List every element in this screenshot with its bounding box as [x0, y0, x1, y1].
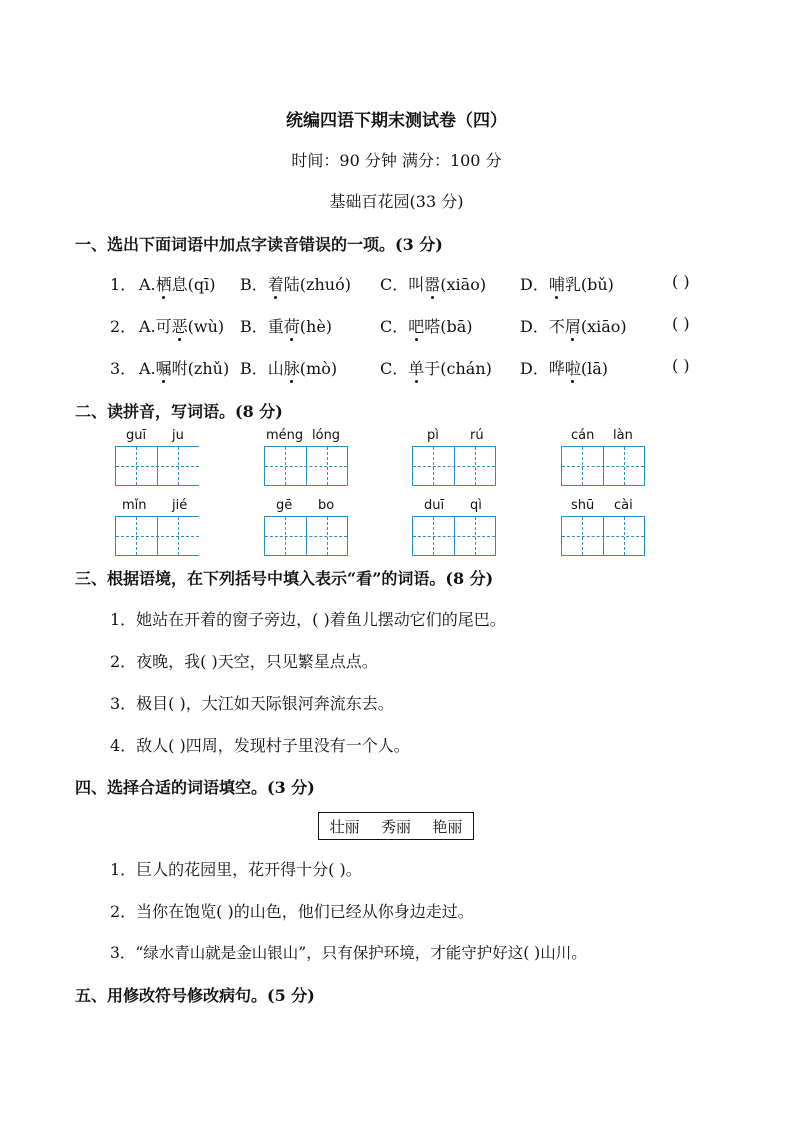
- pinyin: shū: [571, 498, 595, 513]
- pinyin: pì: [427, 428, 439, 443]
- pinyin: rú: [470, 428, 484, 443]
- option-a: A.可恶(wù): [139, 317, 225, 336]
- writing-grid[interactable]: [561, 516, 645, 556]
- writing-grid[interactable]: [412, 446, 496, 486]
- option-b: B．山脉(mò): [240, 359, 338, 378]
- pinyin: qì: [470, 498, 482, 513]
- pinyin: gē: [276, 498, 293, 513]
- option-d: D．哺乳(bǔ): [520, 275, 614, 294]
- fill-blank-line[interactable]: 1．巨人的花园里，花开得十分( )。: [110, 860, 362, 879]
- pinyin: ju: [172, 428, 184, 443]
- writing-grid[interactable]: [115, 516, 199, 556]
- option-c: C．吧嗒(bā): [380, 317, 473, 336]
- pinyin: bo: [318, 498, 335, 513]
- option-d: D．哗啦(lā): [520, 359, 608, 378]
- pinyin: méng: [266, 428, 304, 443]
- section4-heading: 四、选择合适的词语填空。(3 分): [75, 778, 315, 797]
- pinyin: cài: [614, 498, 633, 513]
- option-d: D．不屑(xiāo): [520, 317, 627, 336]
- writing-grid[interactable]: [412, 516, 496, 556]
- option-a: A.栖息(qī): [139, 275, 216, 294]
- option-c: C．叫嚣(xiāo): [380, 275, 487, 294]
- writing-grid[interactable]: [115, 446, 199, 486]
- fill-blank-line[interactable]: 4．敌人( )四周，发现村子里没有一个人。: [110, 736, 410, 755]
- section2-heading: 二、读拼音，写词语。(8 分): [75, 402, 283, 421]
- fill-blank-line[interactable]: 3．“绿水青山就是金山银山”，只有保护环境，才能守护好这( )山川。: [110, 944, 587, 962]
- pinyin: lóng: [312, 428, 341, 443]
- answer-blank[interactable]: ( ): [672, 356, 690, 375]
- pinyin: làn: [613, 428, 633, 443]
- word-bank: [318, 812, 474, 840]
- option-b: B．重荷(hè): [240, 317, 333, 336]
- answer-blank[interactable]: ( ): [672, 272, 690, 291]
- word-option: 艳丽: [432, 817, 463, 836]
- word-option: 壮丽: [329, 817, 360, 836]
- option-b: B．着陆(zhuó): [240, 275, 351, 294]
- question-number: 2．: [110, 317, 137, 336]
- fill-blank-line[interactable]: 2．当你在饱览( )的山色，他们已经从你身边走过。: [110, 902, 474, 921]
- fill-blank-line[interactable]: 2．夜晚，我( )天空，只见繁星点点。: [110, 652, 378, 671]
- pinyin: cán: [571, 428, 595, 443]
- fill-blank-line[interactable]: 3．极目( )，大江如天际银河奔流东去。: [110, 694, 394, 713]
- section3-heading: 三、根据语境，在下列括号中填入表示“看”的词语。(8 分): [75, 569, 494, 588]
- time-info: 时间：90 分钟 满分：100 分: [291, 151, 502, 170]
- section5-heading: 五、用修改符号修改病句。(5 分): [75, 986, 315, 1005]
- pinyin: duī: [424, 498, 445, 513]
- word-option: 秀丽: [380, 817, 411, 836]
- pinyin: jié: [172, 498, 188, 513]
- writing-grid[interactable]: [264, 446, 348, 486]
- question-number: 3．: [110, 359, 137, 378]
- writing-grid[interactable]: [561, 446, 645, 486]
- question-number: 1．: [110, 275, 137, 294]
- answer-blank[interactable]: ( ): [672, 314, 690, 333]
- section1-heading: 一、选出下面词语中加点字读音错误的一项。(3 分): [75, 235, 443, 254]
- option-c: C．单于(chán): [380, 359, 492, 378]
- option-a: A.嘱咐(zhǔ): [139, 359, 230, 378]
- part-title: 基础百花园(33 分): [329, 192, 464, 211]
- pinyin: mǐn: [122, 498, 147, 513]
- fill-blank-line[interactable]: 1．她站在开着的窗子旁边，( )着鱼儿摆动它们的尾巴。: [110, 610, 506, 629]
- page-title: 统编四语下期末测试卷（四）: [286, 111, 507, 131]
- pinyin: guī: [126, 428, 147, 443]
- writing-grid[interactable]: [264, 516, 348, 556]
